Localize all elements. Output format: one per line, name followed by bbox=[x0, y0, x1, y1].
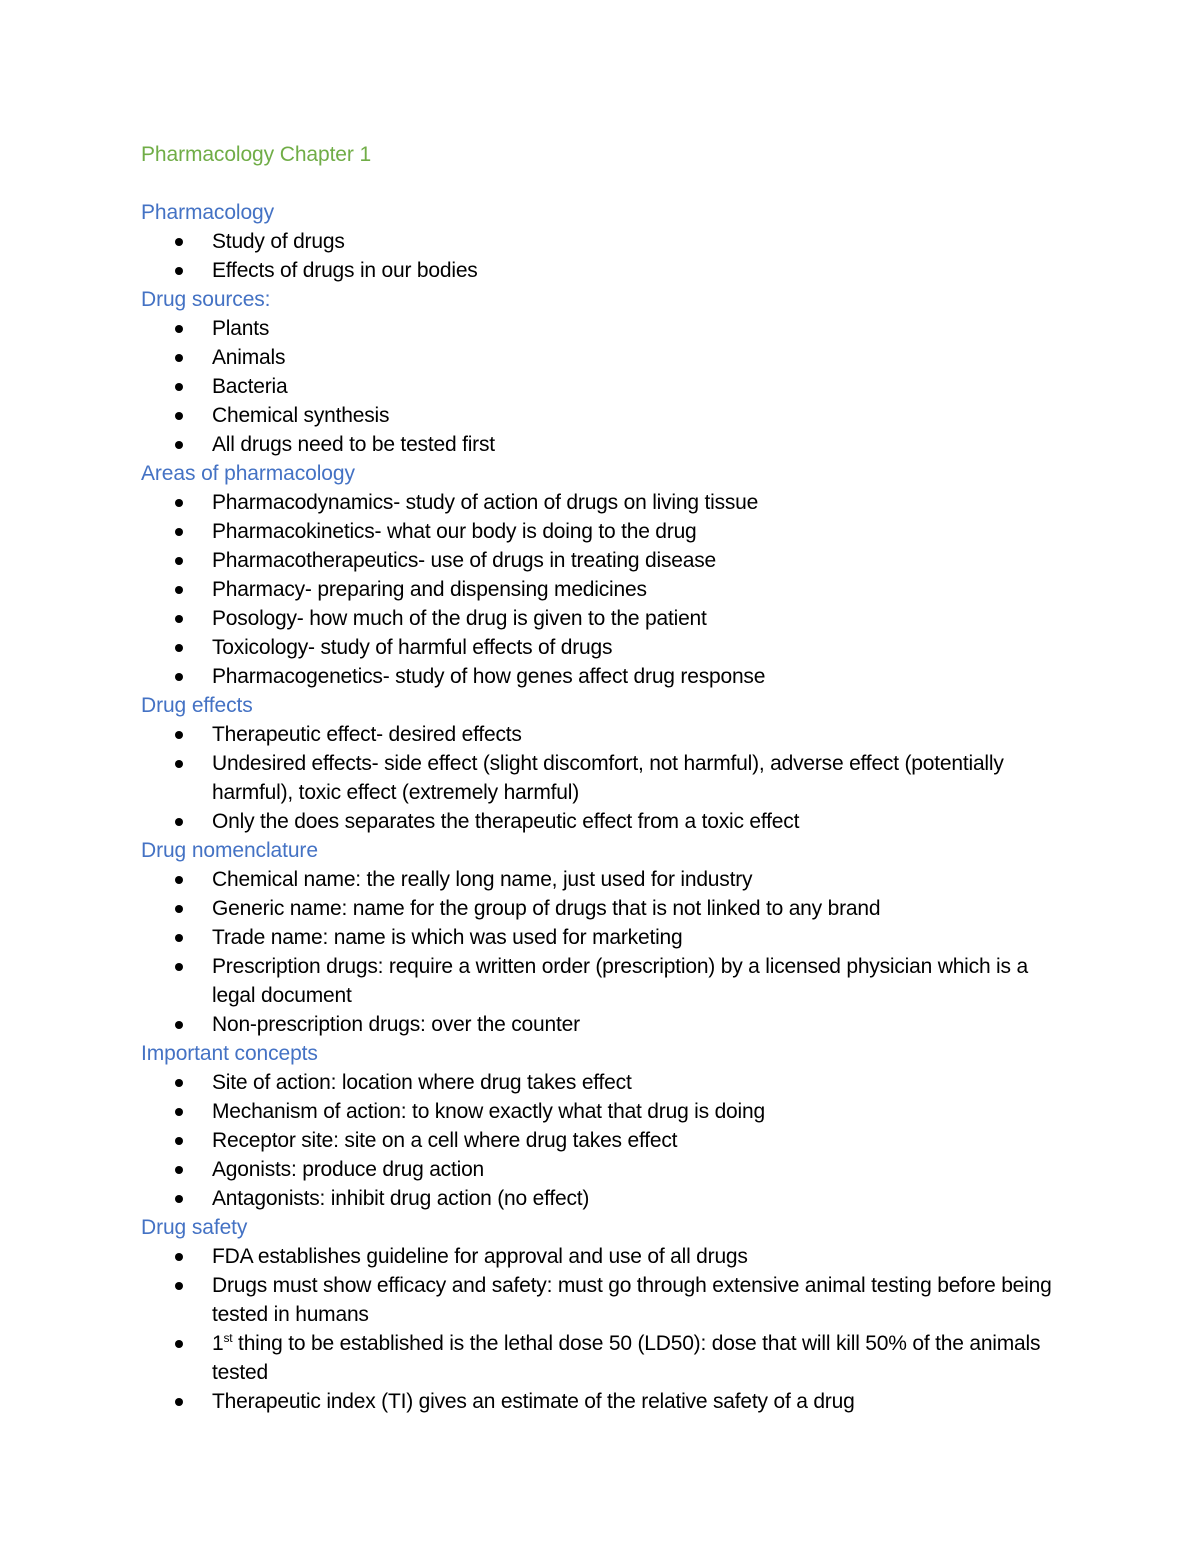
list-item-text: Mechanism of action: to know exactly what that drug is doing bbox=[212, 1100, 765, 1123]
list-item-text: Therapeutic effect- desired effects bbox=[212, 723, 522, 746]
list-item bbox=[141, 343, 1071, 372]
list-item bbox=[141, 749, 1071, 807]
list-item-text: thing to be established is the lethal dose 50 (LD50): dose that will kill 50% of the animals tested bbox=[212, 1332, 1041, 1384]
bullet-dot-icon bbox=[175, 1137, 183, 1145]
list-item bbox=[141, 372, 1071, 401]
bullet-dot-icon bbox=[175, 325, 183, 333]
list-item bbox=[141, 575, 1071, 604]
list-item bbox=[141, 1329, 1071, 1387]
list-item-text: Pharmacokinetics- what our body is doing to the drug bbox=[212, 520, 697, 543]
list-item bbox=[141, 633, 1071, 662]
list-item-text: Receptor site: site on a cell where drug takes effect bbox=[212, 1129, 678, 1152]
list-item-text: Effects of drugs in our bodies bbox=[212, 259, 478, 282]
document-title: Pharmacology Chapter 1 bbox=[141, 143, 372, 166]
bullet-dot-icon bbox=[175, 557, 183, 565]
list-item-text: Toxicology- study of harmful effects of drugs bbox=[212, 636, 613, 659]
list-item bbox=[141, 1097, 1071, 1126]
list-item-text: All drugs need to be tested first bbox=[212, 433, 495, 456]
list-item-text: Pharmacy- preparing and dispensing medicines bbox=[212, 578, 647, 601]
list-item bbox=[141, 865, 1071, 894]
section-heading: Areas of pharmacology bbox=[141, 462, 355, 485]
ordinal-superscript: st bbox=[223, 1331, 233, 1345]
bullet-dot-icon bbox=[175, 383, 183, 391]
bullet-dot-icon bbox=[175, 238, 183, 246]
list-item-text: Pharmacotherapeutics- use of drugs in treating disease bbox=[212, 549, 716, 572]
list-item-text: Pharmacodynamics- study of action of drugs on living tissue bbox=[212, 491, 759, 514]
bullet-dot-icon bbox=[175, 354, 183, 362]
list-item bbox=[141, 807, 1071, 836]
list-item-text: Posology- how much of the drug is given to the patient bbox=[212, 607, 707, 630]
bullet-dot-icon bbox=[175, 412, 183, 420]
list-item-text: Site of action: location where drug takes effect bbox=[212, 1071, 632, 1094]
list-item bbox=[141, 488, 1071, 517]
section bbox=[141, 691, 1071, 836]
bullet-dot-icon bbox=[175, 615, 183, 623]
bullet-dot-icon bbox=[175, 1166, 183, 1174]
document-page bbox=[141, 140, 1071, 1416]
list-item bbox=[141, 923, 1071, 952]
list-item-text-prefix: 1 bbox=[212, 1332, 224, 1355]
bullet-dot-icon bbox=[175, 934, 183, 942]
bullet-dot-icon bbox=[175, 1021, 183, 1029]
bullet-dot-icon bbox=[175, 731, 183, 739]
bullet-dot-icon bbox=[175, 441, 183, 449]
bullet-dot-icon bbox=[175, 528, 183, 536]
list-item-text: Plants bbox=[212, 317, 270, 340]
list-item bbox=[141, 517, 1071, 546]
list-item-text: Generic name: name for the group of drugs that is not linked to any brand bbox=[212, 897, 881, 920]
list-item bbox=[141, 1387, 1071, 1416]
bullet-list bbox=[141, 314, 1071, 459]
section bbox=[141, 1039, 1071, 1213]
bullet-dot-icon bbox=[175, 1340, 183, 1348]
bullet-dot-icon bbox=[175, 499, 183, 507]
bullet-dot-icon bbox=[175, 1398, 183, 1406]
list-item-text: Undesired effects- side effect (slight discomfort, not harmful), adverse effect (potentially harmful), toxic effect (extremely harmful) bbox=[212, 752, 1004, 804]
list-item-text: Pharmacogenetics- study of how genes affect drug response bbox=[212, 665, 766, 688]
list-item-text: Prescription drugs: require a written order (prescription) by a licensed physician which is a legal document bbox=[212, 955, 1028, 1007]
section bbox=[141, 198, 1071, 285]
bullet-list bbox=[141, 227, 1071, 285]
list-item bbox=[141, 1242, 1071, 1271]
list-item bbox=[141, 227, 1071, 256]
list-item-text: Bacteria bbox=[212, 375, 288, 398]
section-heading: Drug safety bbox=[141, 1216, 248, 1239]
bullet-list bbox=[141, 865, 1071, 1039]
bullet-dot-icon bbox=[175, 1108, 183, 1116]
list-item bbox=[141, 430, 1071, 459]
bullet-dot-icon bbox=[175, 586, 183, 594]
list-item-text: Chemical synthesis bbox=[212, 404, 390, 427]
bullet-dot-icon bbox=[175, 1253, 183, 1261]
bullet-list bbox=[141, 1242, 1071, 1416]
section-heading: Drug effects bbox=[141, 694, 253, 717]
list-item-text: Chemical name: the really long name, just used for industry bbox=[212, 868, 753, 891]
section-heading: Pharmacology bbox=[141, 201, 275, 224]
list-item bbox=[141, 720, 1071, 749]
list-item bbox=[141, 1184, 1071, 1213]
bullet-list bbox=[141, 488, 1071, 691]
section bbox=[141, 285, 1071, 459]
bullet-dot-icon bbox=[175, 760, 183, 768]
section bbox=[141, 836, 1071, 1039]
bullet-dot-icon bbox=[175, 267, 183, 275]
list-item-text: Trade name: name is which was used for marketing bbox=[212, 926, 683, 949]
bullet-dot-icon bbox=[175, 644, 183, 652]
sections-container bbox=[141, 198, 1071, 1416]
title-spacer bbox=[141, 170, 1071, 198]
list-item-text: Therapeutic index (TI) gives an estimate of the relative safety of a drug bbox=[212, 1390, 855, 1413]
list-item-text: Study of drugs bbox=[212, 230, 345, 253]
section-heading: Important concepts bbox=[141, 1042, 318, 1065]
section bbox=[141, 1213, 1071, 1416]
list-item-text: Antagonists: inhibit drug action (no effect) bbox=[212, 1187, 590, 1210]
list-item bbox=[141, 1126, 1071, 1155]
bullet-dot-icon bbox=[175, 1282, 183, 1290]
bullet-dot-icon bbox=[175, 1079, 183, 1087]
list-item-text: Drugs must show efficacy and safety: must go through extensive animal testing before being tested in humans bbox=[212, 1274, 1052, 1326]
list-item-text: Animals bbox=[212, 346, 286, 369]
list-item bbox=[141, 662, 1071, 691]
list-item bbox=[141, 1010, 1071, 1039]
list-item-text: Non-prescription drugs: over the counter bbox=[212, 1013, 580, 1036]
bullet-dot-icon bbox=[175, 876, 183, 884]
list-item-text: FDA establishes guideline for approval and use of all drugs bbox=[212, 1245, 748, 1268]
bullet-dot-icon bbox=[175, 1195, 183, 1203]
list-item bbox=[141, 546, 1071, 575]
bullet-list bbox=[141, 1068, 1071, 1213]
list-item bbox=[141, 1068, 1071, 1097]
bullet-dot-icon bbox=[175, 905, 183, 913]
list-item bbox=[141, 314, 1071, 343]
section-heading: Drug nomenclature bbox=[141, 839, 318, 862]
list-item-text: Agonists: produce drug action bbox=[212, 1158, 485, 1181]
list-item bbox=[141, 1155, 1071, 1184]
bullet-dot-icon bbox=[175, 818, 183, 826]
list-item bbox=[141, 952, 1071, 1010]
bullet-list bbox=[141, 720, 1071, 836]
section bbox=[141, 459, 1071, 691]
list-item-text: Only the does separates the therapeutic effect from a toxic effect bbox=[212, 810, 800, 833]
list-item bbox=[141, 401, 1071, 430]
list-item bbox=[141, 1271, 1071, 1329]
list-item bbox=[141, 894, 1071, 923]
bullet-dot-icon bbox=[175, 963, 183, 971]
section-heading: Drug sources: bbox=[141, 288, 271, 311]
list-item bbox=[141, 256, 1071, 285]
bullet-dot-icon bbox=[175, 673, 183, 681]
list-item bbox=[141, 604, 1071, 633]
